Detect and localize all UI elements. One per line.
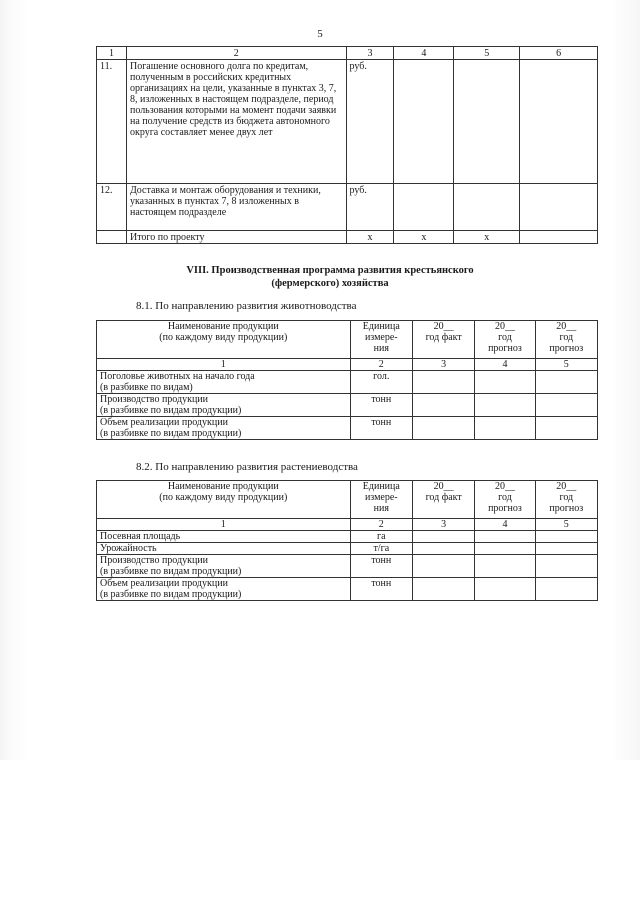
row-unit: руб. (346, 184, 394, 231)
col-number: 2 (350, 519, 412, 531)
col-number: 2 (350, 359, 412, 371)
row-unit: т/га (350, 543, 412, 555)
table-row (97, 184, 598, 231)
row-cell (412, 578, 474, 601)
col-3: 3 (346, 47, 394, 60)
page-number: 5 (317, 28, 323, 40)
row-cell (535, 371, 597, 394)
cost-table (96, 46, 598, 244)
row-number: 11. (97, 60, 127, 184)
year-header: 20__ год прогноз (475, 321, 535, 359)
row-cell (475, 394, 535, 417)
row-cell (97, 231, 127, 244)
total-mark: х (346, 231, 394, 244)
row-unit: тонн (350, 578, 412, 601)
row-description: Погашение основного долга по кредитам, полученным в российских кредитных организациях на цели, указанные в пунктах 3, 7, 8, изложенных в настоящем подразделе, период пользования которыми на момент подачи заявки на получение средств из бюджета автономного округа составляет менее двух лет (126, 60, 346, 184)
row-cell (412, 417, 474, 440)
row-label: Объем реализации продукции (в разбивке по видам продукции) (97, 578, 351, 601)
total-mark: х (454, 231, 520, 244)
col-5: 5 (454, 47, 520, 60)
header-line: (по каждому виду продукции) (159, 492, 288, 503)
table-row (97, 531, 598, 543)
row-label: Урожайность (97, 543, 351, 555)
row-cell (475, 371, 535, 394)
year-header: 20__ год факт (412, 321, 474, 359)
row-cell (475, 543, 535, 555)
livestock-table (96, 320, 598, 440)
section-heading (120, 264, 540, 290)
page-bottom-margin (0, 760, 640, 905)
column-number-row (97, 519, 598, 531)
col-1: 1 (97, 47, 127, 60)
col-6: 6 (520, 47, 598, 60)
table-row (97, 394, 598, 417)
row-cell (520, 231, 598, 244)
col-number: 3 (412, 359, 474, 371)
table-header-row (97, 47, 598, 60)
table-row (97, 60, 598, 184)
col-2: 2 (126, 47, 346, 60)
unit-header: Единица измере- ния (350, 321, 412, 359)
subsection-livestock-title: 8.1. По направлению развития животноводства (136, 300, 357, 312)
col-number: 4 (475, 359, 535, 371)
row-label: Производство продукции (в разбивке по видам продукции) (97, 555, 351, 578)
unit-header: Единица измере- ния (350, 481, 412, 519)
table-row (97, 417, 598, 440)
year-header: 20__ год прогноз (535, 321, 597, 359)
row-unit: гол. (350, 371, 412, 394)
year-header: 20__ год прогноз (475, 481, 535, 519)
row-cell (454, 184, 520, 231)
col-number: 1 (97, 359, 351, 371)
row-cell (412, 555, 474, 578)
col-number: 4 (475, 519, 535, 531)
table-total-row (97, 231, 598, 244)
table-header-row (97, 481, 598, 519)
row-cell (412, 371, 474, 394)
subsection-crops-title: 8.2. По направлению развития растениеводства (136, 461, 358, 473)
row-label: Производство продукции (в разбивке по видам продукции) (97, 394, 351, 417)
total-mark: х (394, 231, 454, 244)
col-number: 5 (535, 519, 597, 531)
row-cell (535, 531, 597, 543)
table-row (97, 371, 598, 394)
header-line: (по каждому виду продукции) (159, 332, 288, 343)
row-cell (475, 417, 535, 440)
row-cell (412, 531, 474, 543)
row-cell (475, 555, 535, 578)
section-heading-line-1: VIII. Производственная программа развития крестьянского (186, 265, 474, 276)
row-label: Посевная площадь (97, 531, 351, 543)
row-cell (535, 578, 597, 601)
row-cell (535, 417, 597, 440)
year-header: 20__ год факт (412, 481, 474, 519)
row-description: Доставка и монтаж оборудования и техники, указанных в пунктах 7, 8 изложенных в настоящем подразделе (126, 184, 346, 231)
total-label: Итого по проекту (126, 231, 346, 244)
table-header-row (97, 321, 598, 359)
table-row (97, 578, 598, 601)
row-cell (535, 394, 597, 417)
row-cell (520, 184, 598, 231)
product-header (97, 321, 351, 359)
row-cell (412, 543, 474, 555)
row-cell (475, 578, 535, 601)
row-label: Поголовье животных на начало года (в разбивке по видам) (97, 371, 351, 394)
col-number: 3 (412, 519, 474, 531)
col-number: 5 (535, 359, 597, 371)
row-unit: тонн (350, 555, 412, 578)
row-unit: руб. (346, 60, 394, 184)
col-4: 4 (394, 47, 454, 60)
col-number: 1 (97, 519, 351, 531)
row-cell (454, 60, 520, 184)
row-cell (520, 60, 598, 184)
row-cell (412, 394, 474, 417)
row-label: Объем реализации продукции (в разбивке по видам продукции) (97, 417, 351, 440)
table-row (97, 543, 598, 555)
section-heading-line-2: (фермерского) хозяйства (271, 278, 389, 289)
row-unit: тонн (350, 417, 412, 440)
column-number-row (97, 359, 598, 371)
row-unit: га (350, 531, 412, 543)
table-row (97, 555, 598, 578)
header-line: Наименование продукции (167, 321, 279, 332)
row-number: 12. (97, 184, 127, 231)
row-cell (394, 184, 454, 231)
year-header: 20__ год прогноз (535, 481, 597, 519)
row-unit: тонн (350, 394, 412, 417)
row-cell (475, 531, 535, 543)
row-cell (394, 60, 454, 184)
crops-table (96, 480, 598, 601)
product-header (97, 481, 351, 519)
header-line: Наименование продукции (167, 481, 279, 492)
row-cell (535, 555, 597, 578)
row-cell (535, 543, 597, 555)
